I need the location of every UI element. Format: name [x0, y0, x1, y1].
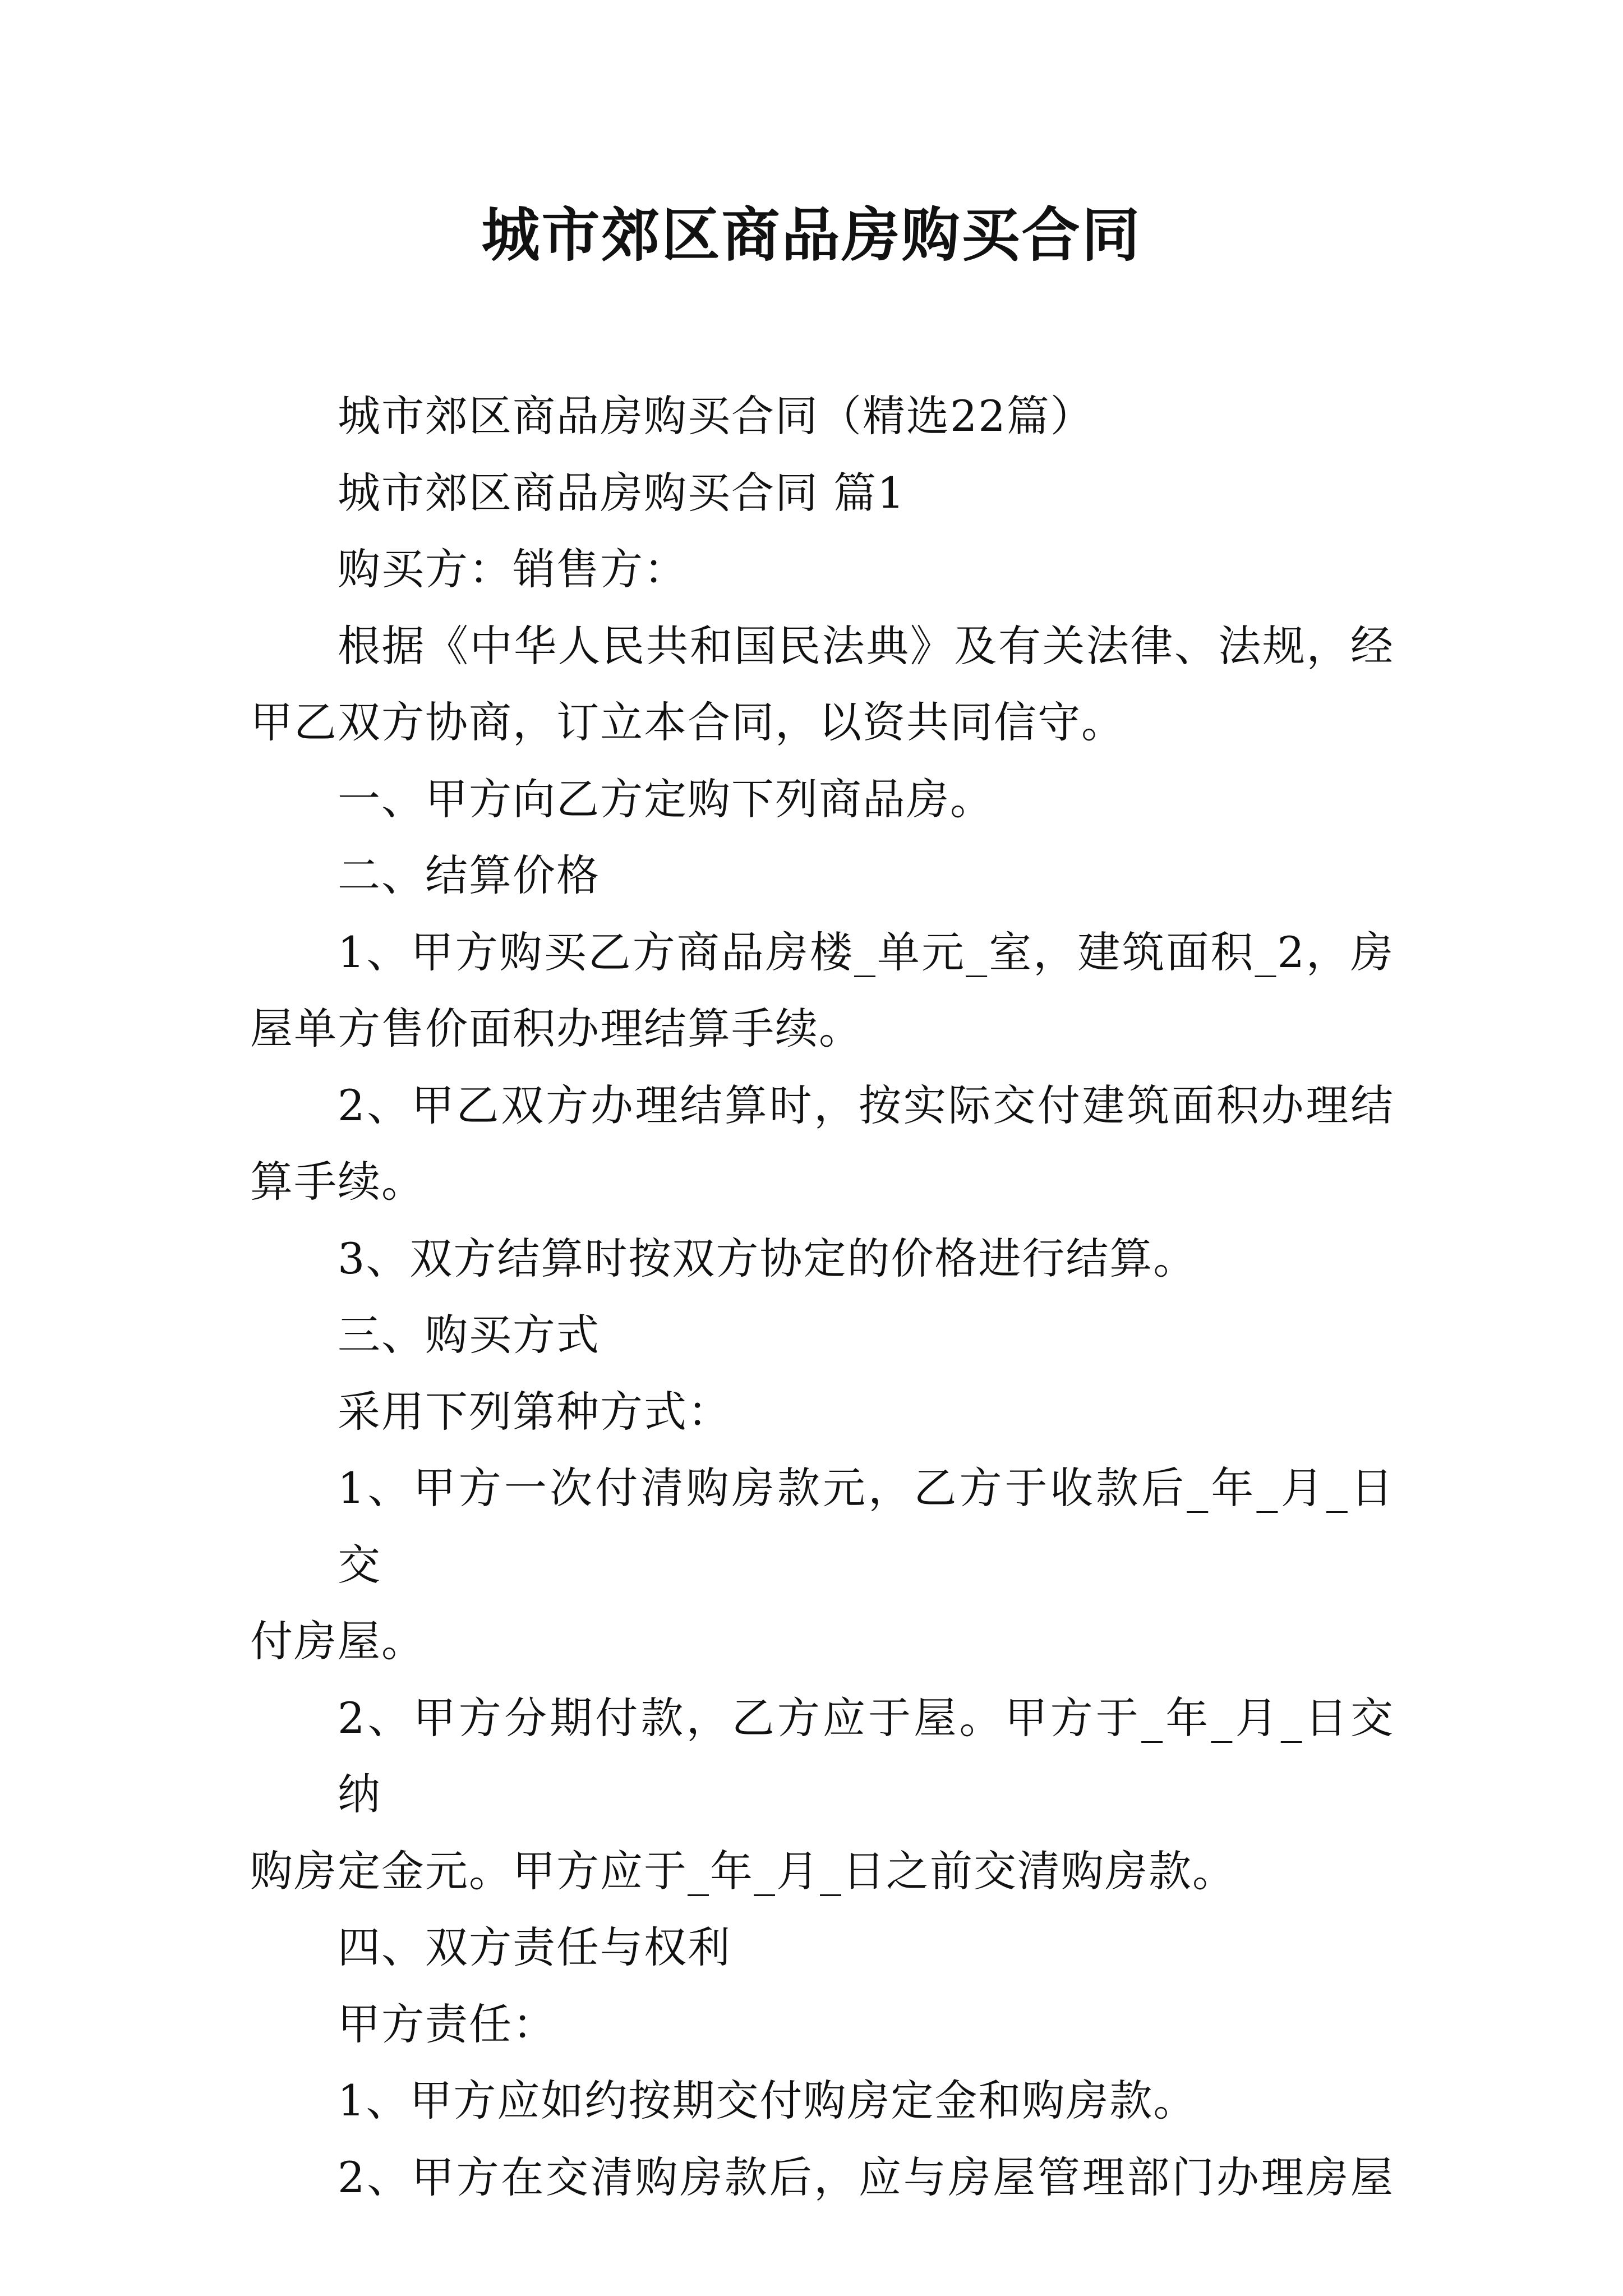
text-line: 屋单方售价面积办理结算手续。 — [250, 1004, 863, 1053]
document-title: 城市郊区商品房购买合同 — [481, 200, 1142, 269]
text-line: 二、结算价格 — [338, 850, 600, 900]
paragraph-section-3-item-2 — [250, 1680, 1394, 1910]
paragraph-party-a-item-1 — [250, 2063, 1394, 2139]
paragraph-section-3-heading — [250, 1297, 1394, 1374]
paragraph-section-2-item-2 — [250, 1068, 1394, 1221]
text-line: 甲方责任： — [338, 1999, 556, 2049]
paragraph-section-2-item-1 — [250, 914, 1394, 1068]
paragraph-parties — [250, 531, 1394, 608]
paragraph-section-3-item-1 — [250, 1450, 1394, 1680]
text-line: 1、甲方应如约按期交付购房定金和购房款。 — [338, 2076, 1197, 2125]
text-line: 一、甲方向乙方定购下列商品房。 — [338, 774, 994, 824]
paragraph-section-2-item-3 — [250, 1221, 1394, 1297]
text-line: 2、甲方在交清购房款后，应与房屋管理部门办理房屋 — [338, 2152, 1394, 2202]
document-body — [250, 378, 1394, 2216]
text-line: 2、甲方分期付款，乙方应于屋。甲方于_年_月_日交纳 — [338, 1692, 1394, 1819]
text-line: 采用下列第种方式： — [338, 1386, 731, 1437]
paragraph-section-4-heading — [250, 1910, 1394, 1986]
paragraph-article-heading — [250, 455, 1394, 532]
paragraph-section-1 — [250, 761, 1394, 838]
paragraph-section-3-intro — [250, 1374, 1394, 1451]
text-line: 根据《中华人民共和国民法典》及有关法律、法规，经 — [338, 620, 1394, 671]
text-line: 购房定金元。甲方应于_年_月_日之前交清购房款。 — [250, 1846, 1236, 1896]
text-line: 城市郊区商品房购买合同（精选22篇） — [338, 391, 1094, 441]
text-line: 3、双方结算时按双方协定的价格进行结算。 — [338, 1233, 1197, 1283]
text-line: 1、甲方一次付清购房款元，乙方于收款后_年_月_日交 — [338, 1463, 1394, 1590]
paragraph-party-a-item-2 — [250, 2139, 1394, 2216]
text-line: 四、双方责任与权利 — [338, 1922, 731, 1972]
paragraph-preamble — [250, 608, 1394, 761]
text-line: 三、购买方式 — [338, 1310, 600, 1360]
paragraph-section-2-heading — [250, 838, 1394, 914]
text-line: 2、甲乙双方办理结算时，按实际交付建筑面积办理结 — [338, 1080, 1394, 1130]
text-line: 甲乙双方协商，订立本合同，以资共同信守。 — [250, 697, 1125, 747]
text-line: 算手续。 — [250, 1157, 425, 1207]
text-line: 购买方：销售方： — [338, 544, 688, 594]
text-line: 1、甲方购买乙方商品房楼_单元_室，建筑面积_2，房 — [338, 927, 1394, 977]
paragraph-collection-heading — [250, 378, 1394, 455]
paragraph-party-a-duties — [250, 1986, 1394, 2063]
text-line: 付房屋。 — [250, 1616, 425, 1666]
text-line: 城市郊区商品房购买合同 篇1 — [338, 467, 906, 518]
